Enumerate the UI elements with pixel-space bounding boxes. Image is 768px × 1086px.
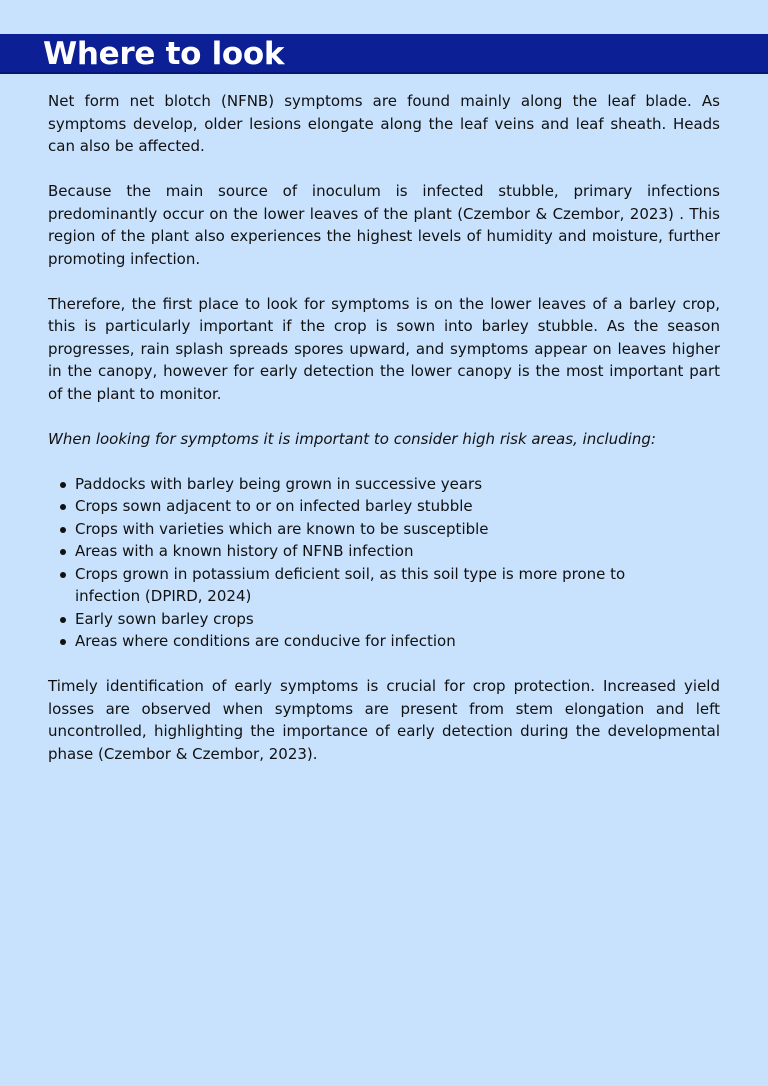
main-content <box>48 90 720 788</box>
list-item <box>48 563 720 608</box>
list-item <box>48 473 720 496</box>
list-item <box>48 630 720 653</box>
bullet-icon <box>60 639 66 645</box>
list-item <box>48 540 720 563</box>
paragraph-where-first: Therefore, the first place to look for symptoms is on the lower leaves of a barley crop, this is particularly important if the crop is sown into barley stubble. As the season progresses, rain splash spreads spores upward, and symptoms appear on leaves higher in the canopy, however for early detection the lower canopy is the most important part of the plant to monitor. <box>48 294 720 403</box>
list-item <box>48 608 720 631</box>
bullet-icon <box>60 482 66 488</box>
list-item-text: Crops with varieties which are known to be susceptible <box>75 519 489 538</box>
bullet-icon <box>60 617 66 623</box>
paragraph-conclusion: Timely identification of early symptoms is crucial for crop protection. Increased yield losses are observed when symptoms are present from stem elongation and left uncontrolled, highlighting the importance of early detection during the developmental phase (Czembor & Czembor, 2023). <box>48 677 720 763</box>
list-item-text: Areas with a known history of NFNB infection <box>75 542 414 560</box>
bullet-icon <box>60 504 66 510</box>
paragraph-inoculum-source: Because the main source of inoculum is infected stubble, primary infections predominantly occur on the lower leaves of the plant (Czembor & Czembor, 2023) . This region of the plant also experiences the highest levels of humidity and moisture, further promoting infection. <box>48 182 720 268</box>
page-title: Where to look <box>43 36 285 72</box>
bullet-icon <box>60 549 66 555</box>
risk-areas-intro: When looking for symptoms it is important to consider high risk areas, including: <box>48 429 656 448</box>
list-item-text: Crops grown in potassium deficient soil, as this soil type is more prone to infection (DPIRD, 2024) <box>75 564 626 605</box>
list-item-text: Crops sown adjacent to or on infected barley stubble <box>75 497 473 515</box>
list-item-text: Areas where conditions are conducive for infection <box>75 632 456 650</box>
list-item <box>48 495 720 518</box>
list-item <box>48 518 720 541</box>
bullet-icon <box>60 527 66 533</box>
list-item-text: Early sown barley crops <box>75 609 254 628</box>
paragraph-symptoms-location: Net form net blotch (NFNB) symptoms are found mainly along the leaf blade. As symptoms develop, older lesions elongate along the leaf veins and leaf sheath. Heads can also be affected. <box>48 92 720 155</box>
risk-areas-list <box>48 473 720 653</box>
bullet-icon <box>60 572 66 578</box>
list-item-text: Paddocks with barley being grown in successive years <box>75 474 483 493</box>
